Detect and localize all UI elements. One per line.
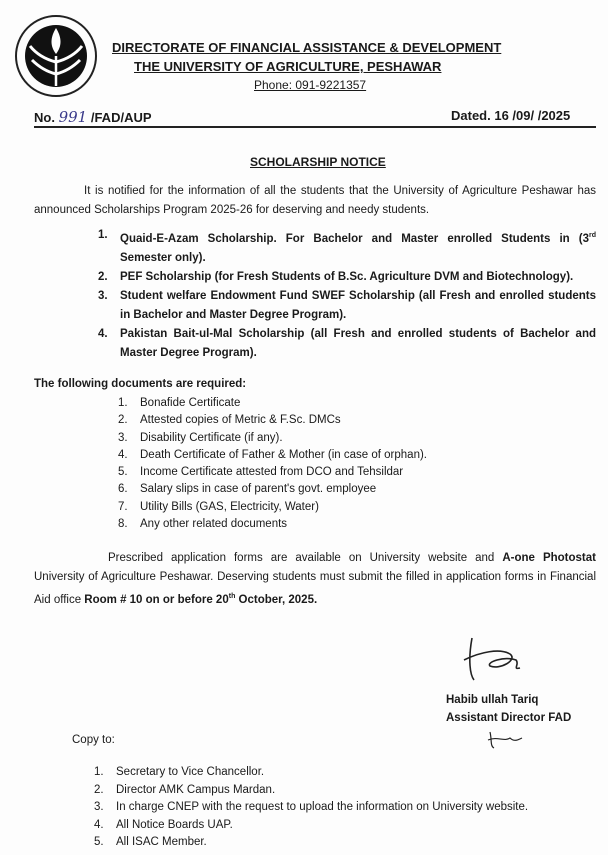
scholarship-text: Student welfare Endowment Fund SWEF Scholarship (all Fresh and enrolled students in Bachelor and Master Degree Program).: [120, 289, 596, 321]
org-name: DIRECTORATE OF FINANCIAL ASSISTANCE & DEVELOPMENT: [112, 40, 502, 55]
university-name: THE UNIVERSITY OF AGRICULTURE, PESHAWAR: [134, 59, 442, 74]
university-logo: [14, 10, 98, 102]
item-number: 2.: [94, 783, 104, 796]
closing-deadline: Room # 10 on or before 20th October, 2025.: [84, 593, 318, 606]
copy-to-label: Copy to:: [72, 734, 115, 746]
document-item: [118, 447, 427, 464]
copy-to-text: All Notice Boards UAP.: [116, 818, 233, 831]
ref-handwritten-number: 991: [58, 108, 88, 126]
notice-title: SCHOLARSHIP NOTICE: [250, 155, 386, 169]
header-rule: [34, 126, 596, 128]
scholarship-item: [98, 226, 596, 268]
item-number: 3.: [98, 289, 108, 302]
document-item: [118, 516, 427, 533]
signatory-name: Habib ullah Tariq: [446, 694, 539, 706]
document-text: Attested copies of Metric & F.Sc. DMCs: [140, 414, 341, 427]
item-number: 1.: [94, 766, 104, 778]
scholarship-text: PEF Scholarship (for Fresh Students of B.Sc. Agriculture DVM and Biotechnology).: [120, 270, 574, 283]
item-number: 5.: [118, 466, 128, 479]
document-item: [118, 412, 427, 429]
scholarship-list: [98, 226, 596, 363]
closing-text: Prescribed application forms are available on University website and: [108, 552, 503, 564]
date: Dated. 16 /09/ /2025: [451, 108, 571, 123]
document-text: Income Certificate attested from DCO and Tehsildar: [140, 466, 404, 479]
intro-paragraph: It is notified for the information of all the students that the University of Agriculture Peshawar has announced Scholarships Program 2025-26 for deserving and needy students.: [34, 185, 596, 216]
item-number: 1.: [118, 397, 128, 409]
document-text: Utility Bills (GAS, Electricity, Water): [140, 500, 319, 513]
document-text: Death Certificate of Father & Mother (in case of orphan).: [140, 448, 427, 461]
item-number: 2.: [98, 270, 108, 283]
item-number: 4.: [118, 448, 128, 461]
closing-text: University of Agriculture Peshawar. Deserving students must submit the filled in application forms in Financial Aid office: [34, 571, 596, 606]
document-text: Any other related documents: [140, 518, 288, 531]
ref-prefix: No.: [34, 110, 55, 125]
document-item: [118, 499, 427, 516]
item-number: 1.: [98, 229, 108, 241]
document-text: Salary slips in case of parent's govt. employee: [140, 483, 377, 496]
ref-suffix: /FAD/AUP: [90, 110, 152, 125]
item-number: 4.: [94, 818, 104, 831]
scholarship-item: [98, 325, 596, 363]
copy-to-item: [94, 782, 528, 800]
item-number: 5.: [94, 836, 104, 848]
item-number: 2.: [118, 414, 128, 427]
item-number: 6.: [118, 483, 128, 496]
scholarship-text: Quaid-E-Azam Scholarship. For Bachelor and Master enrolled Students in (3rd Semester only).: [120, 232, 596, 264]
copy-to-item: [94, 764, 528, 782]
document-item: [118, 481, 427, 498]
documents-heading: The following documents are required:: [34, 378, 247, 390]
scholarship-text: Pakistan Bait-ul-Mal Scholarship (all Fresh and enrolled students of Bachelor and Master Degree Program).: [120, 327, 596, 359]
copy-to-item: [94, 834, 528, 852]
closing-paragraph: [34, 549, 596, 610]
item-number: 8.: [118, 518, 128, 531]
scholarship-item: [98, 287, 596, 325]
copy-to-item: [94, 799, 528, 817]
reference-number: [34, 108, 152, 126]
copy-to-text: Secretary to Vice Chancellor.: [116, 766, 265, 778]
copy-to-item: [94, 817, 528, 835]
signatory-designation: Assistant Director FAD: [446, 712, 572, 724]
copy-to-text: In charge CNEP with the request to upload the information on University website.: [116, 801, 529, 813]
document-text: Disability Certificate (if any).: [140, 431, 283, 444]
copy-to-list: [94, 764, 528, 852]
item-number: 3.: [118, 431, 128, 444]
item-number: 4.: [98, 327, 108, 340]
initials: [486, 728, 526, 750]
scholarship-item: [98, 268, 596, 287]
copy-to-text: All ISAC Member.: [116, 836, 207, 848]
phone: Phone: 091-9221357: [254, 78, 367, 92]
documents-list: [118, 395, 427, 533]
document-item: [118, 464, 427, 481]
item-number: 7.: [118, 500, 128, 513]
item-number: 3.: [94, 801, 104, 813]
document-text: Bonafide Certificate: [140, 397, 241, 409]
signature: [460, 630, 530, 690]
document-item: [118, 395, 427, 412]
closing-bold: A-one Photostat: [502, 552, 596, 564]
copy-to-text: Director AMK Campus Mardan.: [116, 783, 276, 796]
document-item: [118, 430, 427, 447]
